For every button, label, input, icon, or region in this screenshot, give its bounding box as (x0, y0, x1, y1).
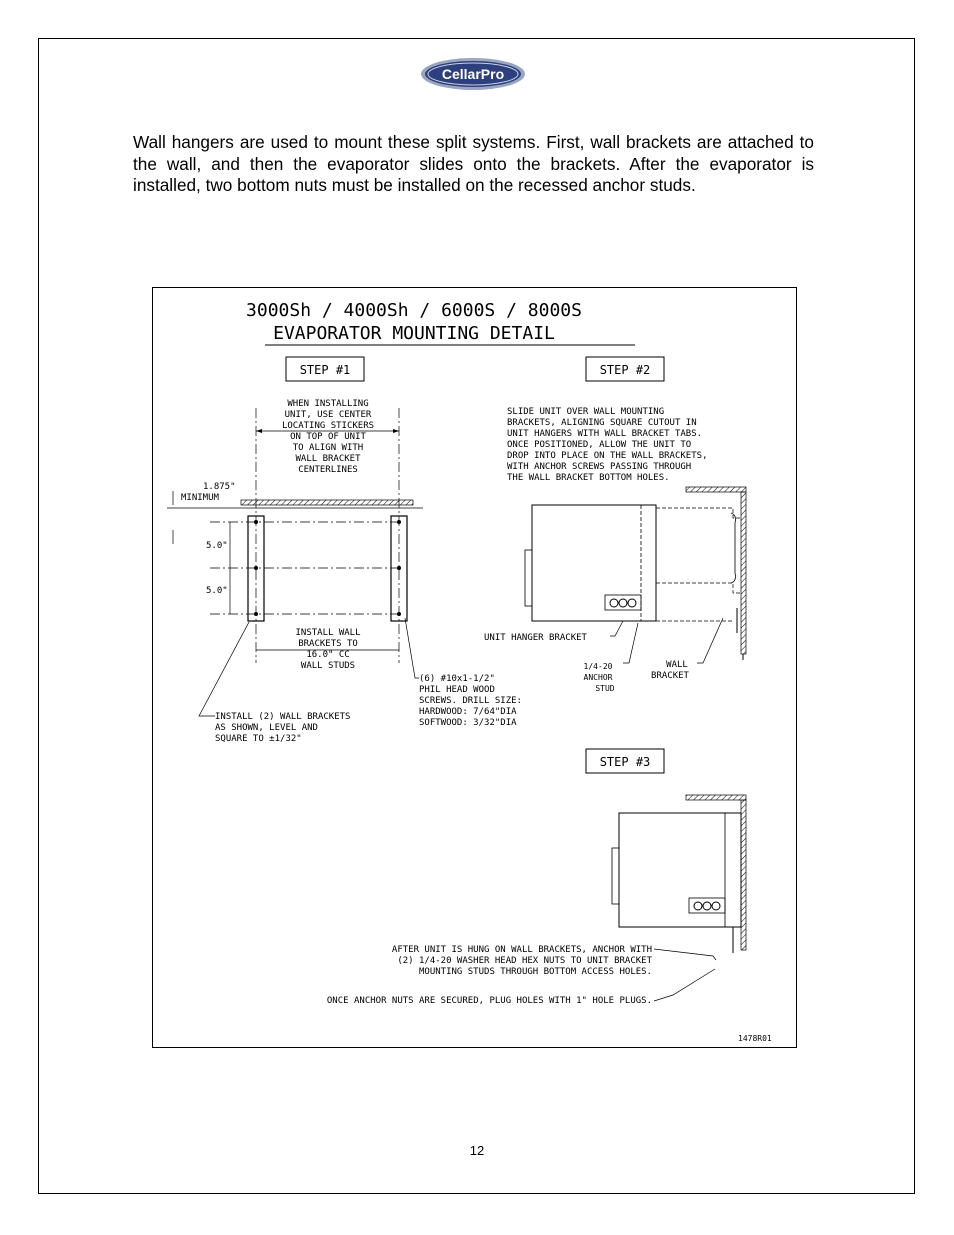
svg-text:BRACKETS TO: BRACKETS TO (298, 639, 358, 649)
svg-text:STUD: STUD (595, 684, 615, 693)
svg-text:INSTALL (2) WALL BRACKETS: INSTALL (2) WALL BRACKETS (215, 712, 351, 722)
logo-text: CellarPro (441, 66, 505, 82)
step1-label: STEP #1 (299, 363, 351, 377)
svg-text:ON TOP OF UNIT: ON TOP OF UNIT (290, 432, 366, 442)
svg-text:BRACKETS, ALIGNING SQUARE CUTO: BRACKETS, ALIGNING SQUARE CUTOUT IN (507, 418, 697, 428)
svg-text:AFTER UNIT IS HUNG ON WALL BRA: AFTER UNIT IS HUNG ON WALL BRACKETS, ANCHOR WITH (391, 945, 652, 955)
svg-text:TO ALIGN WITH: TO ALIGN WITH (292, 443, 364, 453)
svg-text:SOFTWOOD: 3/32"DIA: SOFTWOOD: 3/32"DIA (419, 718, 517, 728)
figure-title-line2: EVAPORATOR MOUNTING DETAIL (273, 323, 555, 344)
svg-text:(6) #10x1-1/2": (6) #10x1-1/2" (419, 674, 495, 684)
svg-text:UNIT, USE CENTER: UNIT, USE CENTER (284, 410, 372, 420)
intro-paragraph: Wall hangers are used to mount these split systems. First, wall brackets are attached to the wall, and then the evaporator slides onto the brackets. After the evaporator is installed, two bottom nuts must be installed on the recessed anchor studs. (133, 132, 814, 195)
step3-label: STEP #3 (599, 755, 651, 769)
svg-text:WALL: WALL (666, 660, 688, 670)
evaporator-mounting-figure (152, 287, 797, 1048)
svg-text:ANCHOR: ANCHOR (583, 673, 613, 682)
svg-text:CENTERLINES: CENTERLINES (298, 465, 358, 475)
svg-text:THE WALL BRACKET BOTTOM HOLES.: THE WALL BRACKET BOTTOM HOLES. (507, 473, 670, 483)
svg-text:WHEN INSTALLING: WHEN INSTALLING (287, 399, 369, 409)
svg-text:AS SHOWN, LEVEL AND: AS SHOWN, LEVEL AND (215, 723, 318, 733)
svg-text:UNIT HANGERS WITH WALL BRACKET: UNIT HANGERS WITH WALL BRACKET TABS. (507, 429, 703, 439)
step2-label: STEP #2 (599, 363, 651, 377)
svg-text:MOUNTING STUDS THROUGH BOTTOM: MOUNTING STUDS THROUGH BOTTOM ACCESS HOLES. (419, 967, 652, 977)
svg-text:WALL STUDS: WALL STUDS (300, 661, 356, 671)
cellarpro-logo (420, 57, 526, 91)
svg-text:WALL BRACKET: WALL BRACKET (295, 454, 361, 464)
step1-note (282, 399, 374, 475)
svg-text:INSTALL WALL: INSTALL WALL (295, 628, 361, 638)
svg-text:MINIMUM: MINIMUM (181, 493, 219, 503)
svg-text:1/4-20: 1/4-20 (583, 662, 613, 671)
svg-text:ONCE POSITIONED, ALLOW THE UNI: ONCE POSITIONED, ALLOW THE UNIT TO (507, 440, 692, 450)
figure-title-line1: 3000Sh / 4000Sh / 6000S / 8000S (246, 300, 582, 321)
svg-text:LOCATING STICKERS: LOCATING STICKERS (281, 421, 375, 431)
page-number: 12 (469, 1143, 485, 1158)
svg-text:5.0": 5.0" (206, 586, 228, 596)
svg-text:1478R01: 1478R01 (738, 1034, 772, 1043)
step3-drawing (612, 795, 746, 953)
svg-text:ONCE ANCHOR NUTS ARE SECURED,: ONCE ANCHOR NUTS ARE SECURED, PLUG HOLES WITH 1" HOLE PLUGS. (326, 996, 652, 1006)
svg-text:1.875": 1.875" (203, 482, 236, 492)
mounting-drawing (153, 288, 798, 1049)
svg-text:16.0" CC: 16.0" CC (306, 650, 350, 660)
svg-text:WITH ANCHOR SCREWS PASSING THR: WITH ANCHOR SCREWS PASSING THROUGH (507, 462, 692, 472)
svg-text:SQUARE TO ±1/32": SQUARE TO ±1/32" (215, 734, 302, 744)
svg-text:BRACKET: BRACKET (651, 671, 689, 681)
svg-text:SCREWS. DRILL SIZE:: SCREWS. DRILL SIZE: (419, 696, 522, 706)
svg-text:HARDWOOD: 7/64"DIA: HARDWOOD: 7/64"DIA (419, 707, 517, 717)
svg-text:PHIL HEAD WOOD: PHIL HEAD WOOD (419, 685, 495, 695)
svg-text:SLIDE UNIT OVER WALL MOUNTING: SLIDE UNIT OVER WALL MOUNTING (507, 407, 665, 417)
svg-text:5.0": 5.0" (206, 541, 228, 551)
svg-text:DROP INTO PLACE ON THE WALL BR: DROP INTO PLACE ON THE WALL BRACKETS, (507, 451, 708, 461)
svg-text:UNIT HANGER BRACKET: UNIT HANGER BRACKET (484, 633, 587, 643)
svg-text:(2) 1/4-20 WASHER HEAD HEX NUT: (2) 1/4-20 WASHER HEAD HEX NUTS TO UNIT BRACKET (397, 956, 652, 966)
